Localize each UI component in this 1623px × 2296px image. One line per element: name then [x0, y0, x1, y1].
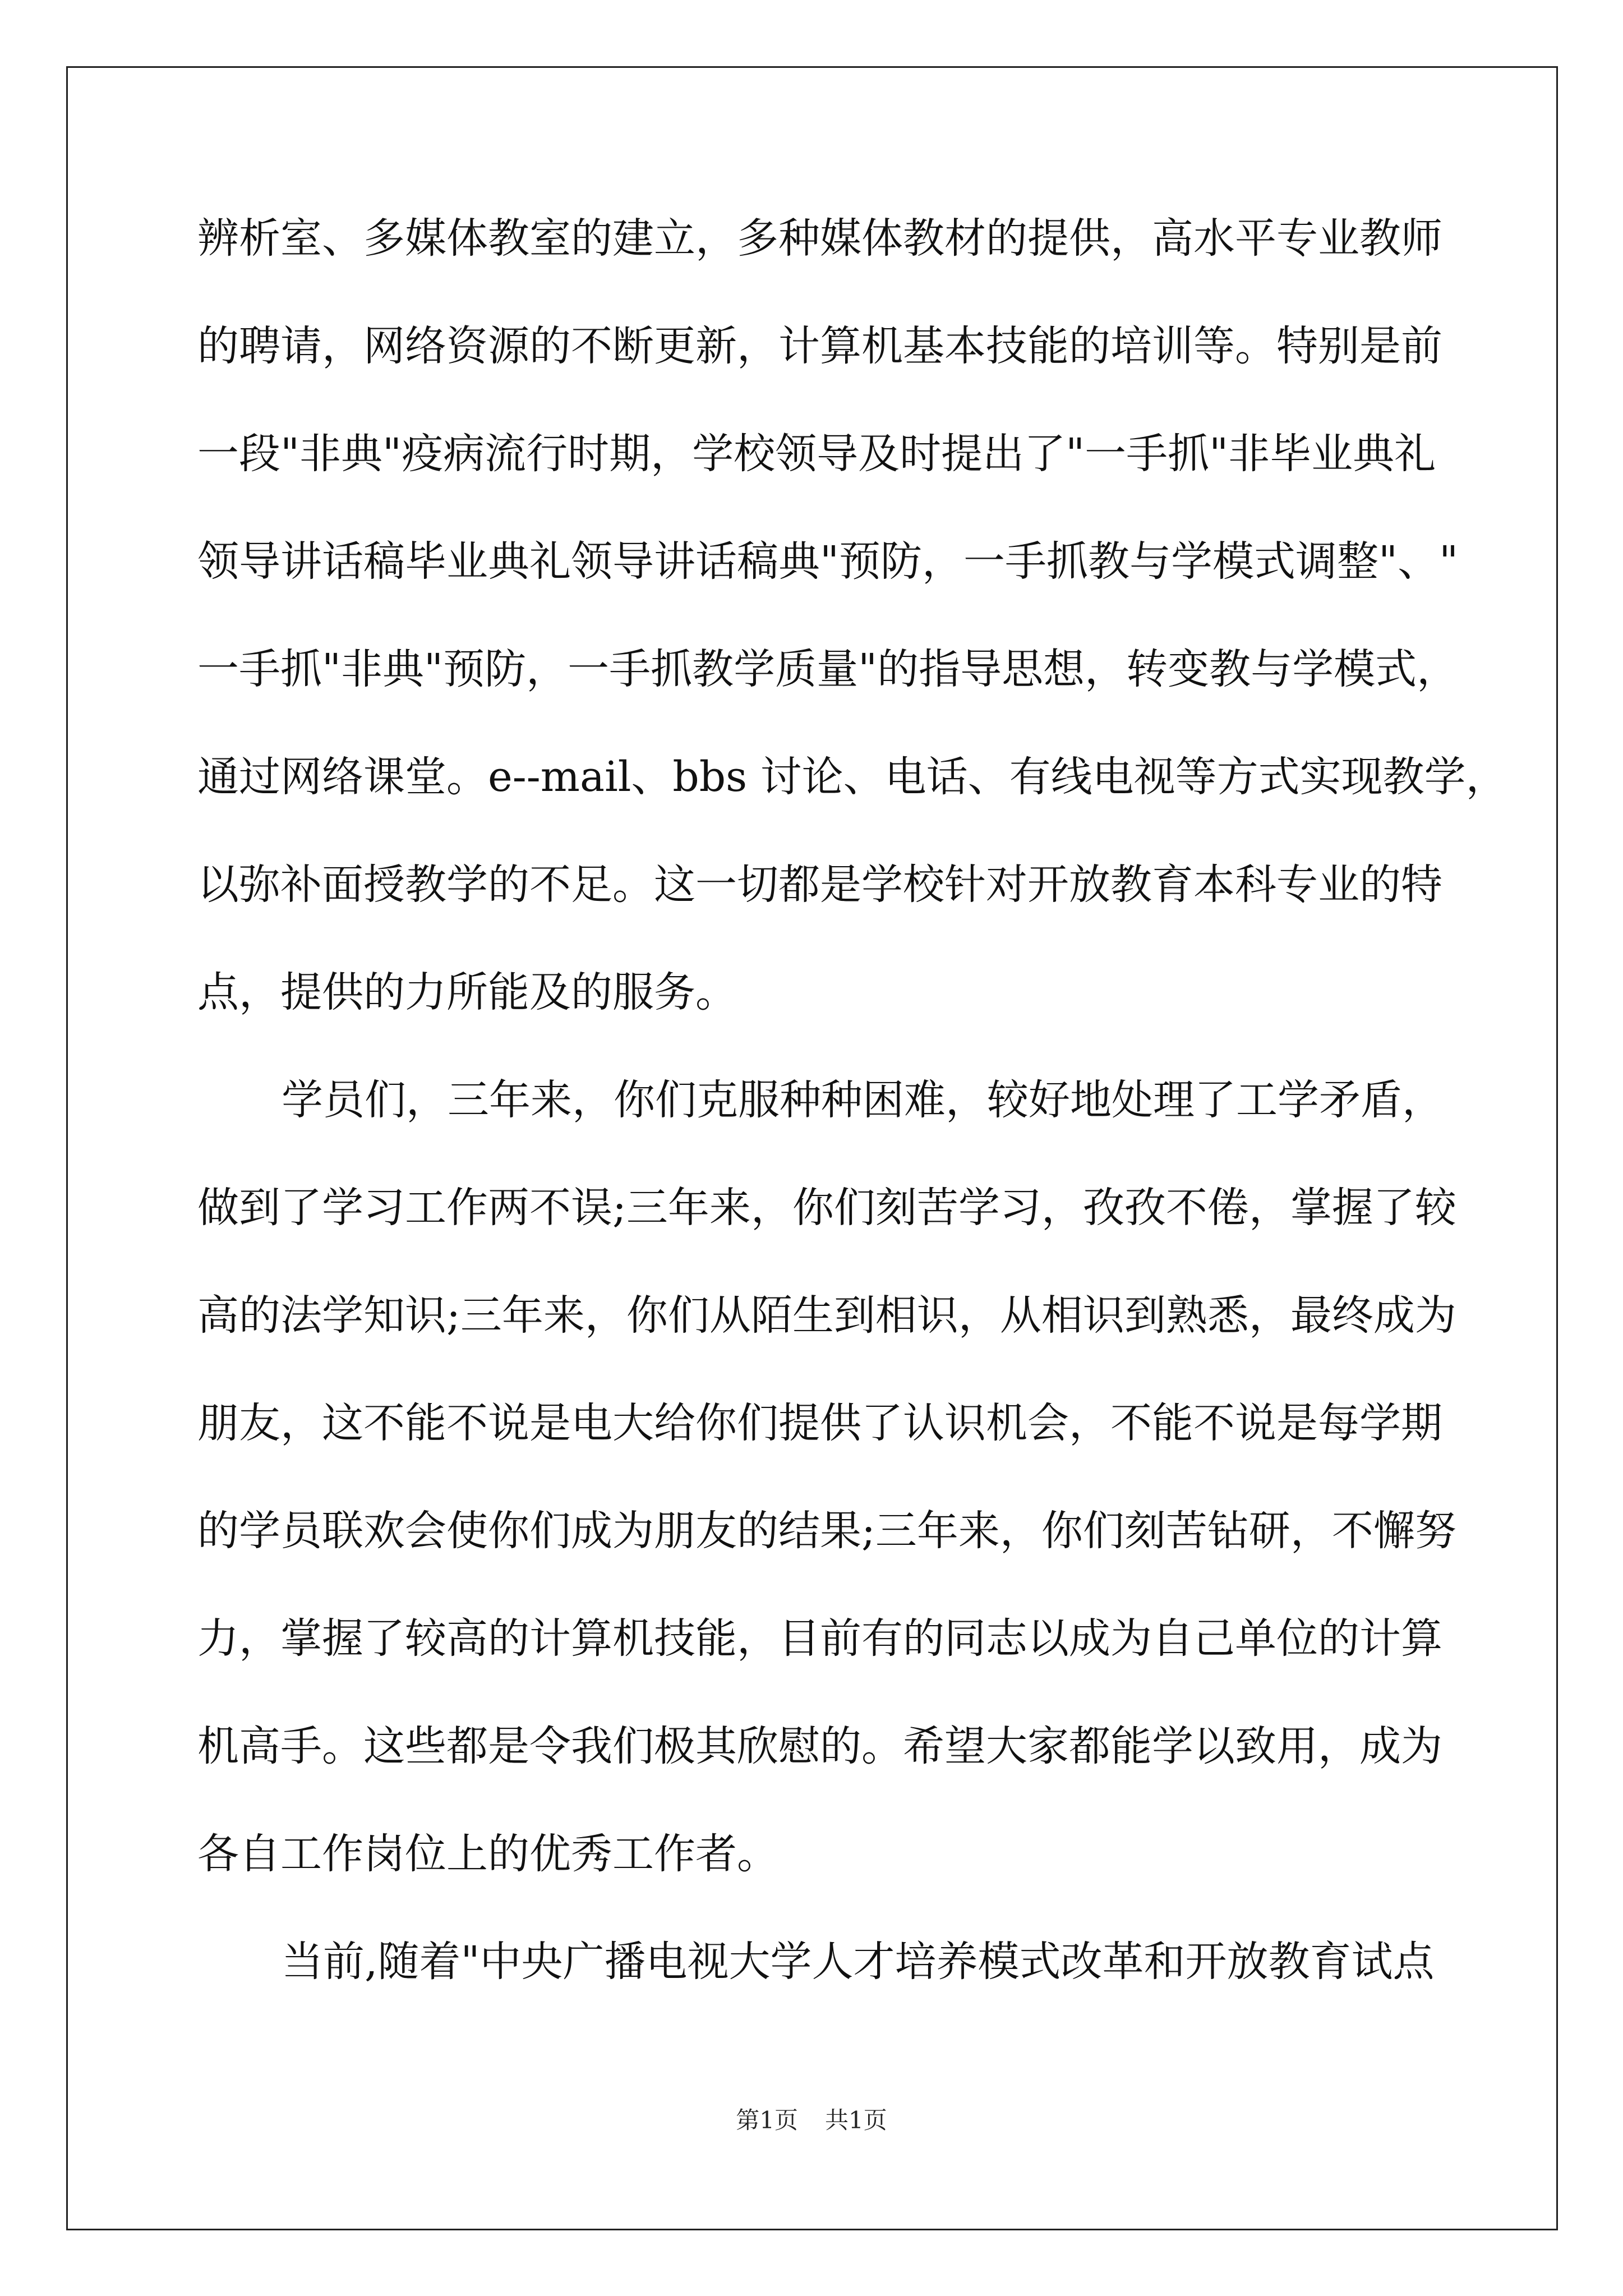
text-line: 当前,随着"中央广播电视大学人才培养模式改革和开放教育试点 [282, 1938, 1435, 1986]
text-line: 一手抓"非典"预防，一手抓教学质量"的指导思想，转变教与学模式， [197, 645, 1459, 693]
text-line: 的学员联欢会使你们成为朋友的结果;三年来，你们刻苦钻研，不懈努 [197, 1507, 1456, 1555]
text-line: 通过网络课堂。e--mail、bbs 讨论、电话、有线电视等方式实现教学， [197, 753, 1507, 801]
text-line: 高的法学知识;三年来，你们从陌生到相识，从相识到熟悉，最终成为 [197, 1291, 1456, 1340]
text-line: 领导讲话稿毕业典礼领导讲话稿典"预防，一手抓教与学模式调整"、" [197, 537, 1459, 586]
page-number-total: 共1页 [825, 2106, 887, 2134]
text-line: 朋友，这不能不说是电大给你们提供了认识机会，不能不说是每学期 [197, 1399, 1442, 1447]
text-line: 辨析室、多媒体教室的建立，多种媒体教材的提供，高水平专业教师 [197, 214, 1442, 263]
text-line: 点，提供的力所能及的服务。 [197, 968, 737, 1016]
page-frame [66, 66, 1558, 2230]
page-number-current: 第1页 [736, 2106, 798, 2134]
text-line: 各自工作岗位上的优秀工作者。 [197, 1830, 778, 1878]
text-line: 做到了学习工作两不误;三年来，你们刻苦学习，孜孜不倦，掌握了较 [197, 1184, 1456, 1232]
text-line: 以弥补面授教学的不足。这一切都是学校针对开放教育本科专业的特 [197, 861, 1442, 909]
text-line: 的聘请，网络资源的不断更新，计算机基本技能的培训等。特别是前 [197, 322, 1442, 370]
text-line: 机高手。这些都是令我们极其欣慰的。希望大家都能学以致用，成为 [197, 1722, 1442, 1770]
page-footer [0, 2105, 1623, 2136]
text-line: 学员们，三年来，你们克服种种困难，较好地处理了工学矛盾， [282, 1076, 1444, 1124]
text-line: 一段"非典"疫病流行时期，学校领导及时提出了"一手抓"非毕业典礼 [197, 430, 1436, 478]
text-line: 力，掌握了较高的计算机技能，目前有的同志以成为自己单位的计算 [197, 1614, 1442, 1663]
